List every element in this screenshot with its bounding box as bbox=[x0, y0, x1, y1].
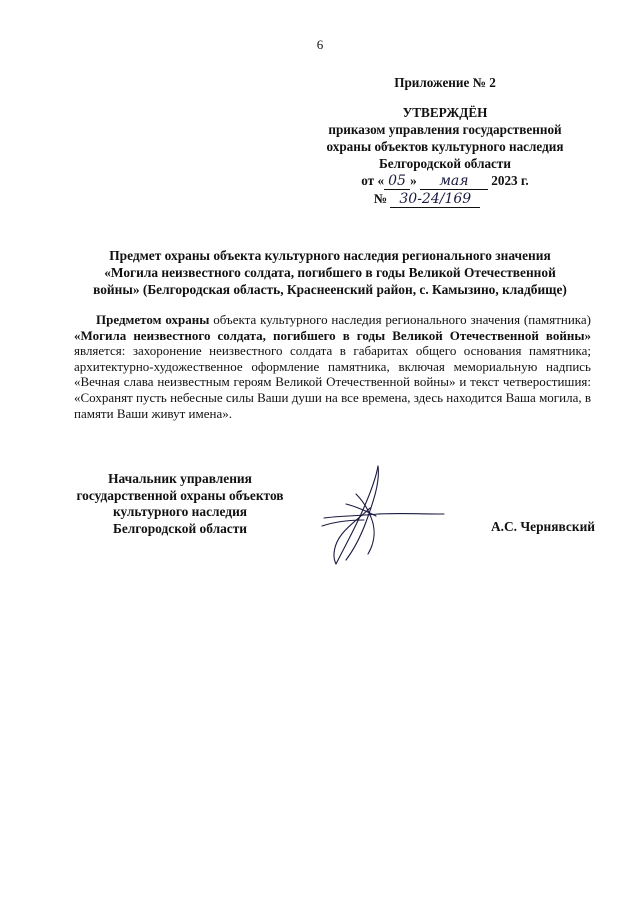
date-prefix: от « bbox=[361, 173, 385, 188]
order-line-3: Белгородской области bbox=[379, 156, 511, 171]
signer-title-line-3: культурного наследия bbox=[112, 504, 248, 519]
date-month: мая bbox=[420, 174, 488, 190]
number-value: 30-24/169 bbox=[390, 192, 480, 208]
title-line-1: Предмет охраны объекта культурного наследия регионального значения bbox=[109, 248, 551, 263]
approved-label: УТВЕРЖДЁН bbox=[402, 105, 488, 120]
date-day: 05 bbox=[384, 174, 410, 190]
body-text-2: является: захоронение неизвестного солдата в габаритах общего основания памятника; архитектурно-художественное оформление памятника, включая мемориальную надпись «Вечная слава неизвестным героям Великой Отечественной войны» и текст четверостишия: «Сохранят пусть небесные силы Ваши души на все времена, здесь находится Ваша могила, в памяти Ваши живут имена». bbox=[74, 343, 591, 421]
body-lead: Предметом охраны bbox=[96, 312, 210, 327]
signer-title-line-1: Начальник управления bbox=[108, 471, 252, 486]
order-line-1: приказом управления государственной bbox=[328, 122, 562, 137]
handwritten-signature bbox=[318, 464, 448, 570]
approval-block bbox=[300, 74, 590, 208]
order-date bbox=[300, 172, 590, 190]
order-line-2: охраны объектов культурного наследия bbox=[326, 139, 564, 154]
signer-title-line-2: государственной охраны объектов bbox=[76, 487, 284, 503]
number-prefix: № bbox=[373, 191, 387, 206]
date-mid: » bbox=[410, 173, 417, 188]
signer-title bbox=[60, 471, 300, 537]
body-text-1: объекта культурного наследия регионального значения (памятника) bbox=[209, 312, 592, 327]
document-title bbox=[70, 247, 590, 298]
title-line-2: «Могила неизвестного солдата, погибшего в годы Великой Отечественной bbox=[104, 265, 556, 280]
signer-name: А.С. Чернявский bbox=[490, 519, 595, 534]
body-object-name: «Могила неизвестного солдата, погибшего в годы Великой Отечественной войны» bbox=[74, 327, 591, 343]
body-paragraph bbox=[74, 312, 591, 421]
appendix-label: Приложение № 2 bbox=[394, 75, 496, 90]
page-number: 6 bbox=[316, 37, 324, 52]
title-line-3: войны» (Белгородская область, Краснеенский район, с. Камызино, кладбище) bbox=[93, 282, 567, 297]
signer-title-line-4: Белгородской области bbox=[112, 520, 248, 536]
order-number bbox=[300, 190, 590, 208]
date-year: 2023 г. bbox=[491, 173, 529, 188]
